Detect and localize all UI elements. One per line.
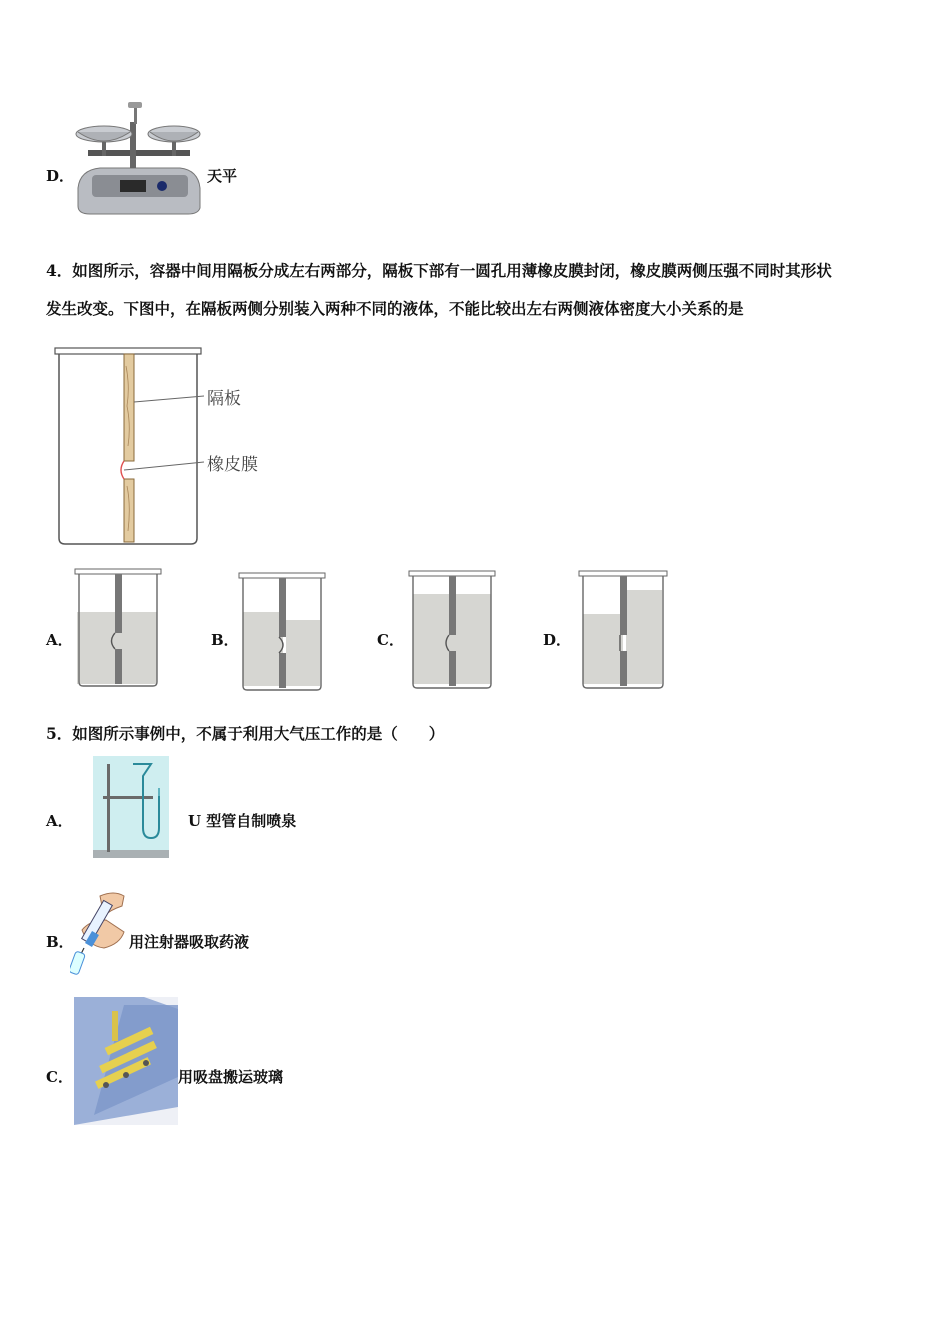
- q3-option-d-text: 天平: [207, 167, 238, 185]
- q4-option-d-letter: D．: [543, 631, 572, 649]
- q5-option-b-letter: B．: [46, 933, 74, 951]
- q5-option-c-text: 用吸盘搬运玻璃: [178, 1068, 284, 1086]
- q4-option-b-letter: B．: [211, 631, 239, 649]
- q5-option-b-text: 用注射器吸取药液: [129, 933, 250, 951]
- fountain-image: [93, 756, 169, 858]
- q3-option-d-letter: D．: [46, 167, 75, 185]
- q4-stem-line1: 4．如图所示，容器中间用隔板分成左右两部分，隔板下部有一圆孔用薄橡皮膜封闭，橡皮膜两侧压强不同时其形状: [46, 261, 832, 280]
- q4-option-a-letter: A．: [46, 631, 73, 649]
- q5-option-c-letter: C．: [46, 1068, 73, 1086]
- q4-stem-line2: 发生改变。下图中，在隔板两侧分别装入两种不同的液体，不能比较出左右两侧液体密度大小关系的是: [46, 299, 744, 318]
- suction-cup-image: [74, 997, 178, 1125]
- label-membrane: 橡皮膜: [207, 455, 258, 475]
- balance-image: [70, 100, 205, 218]
- q4-option-d-image: [578, 568, 672, 690]
- syringe-image: [70, 890, 130, 978]
- q4-option-b-image: [238, 570, 330, 692]
- q5-option-a-text: U 型管自制喷泉: [188, 812, 297, 830]
- q4-option-a-image: [74, 566, 166, 688]
- label-partition: 隔板: [207, 389, 241, 409]
- q4-option-c-letter: C．: [377, 631, 404, 649]
- q5-stem: 5．如图所示事例中，不属于利用大气压工作的是（ ）: [46, 724, 445, 743]
- q4-option-c-image: [408, 568, 500, 690]
- q5-option-a-letter: A．: [46, 812, 73, 830]
- container-diagram: [54, 346, 204, 548]
